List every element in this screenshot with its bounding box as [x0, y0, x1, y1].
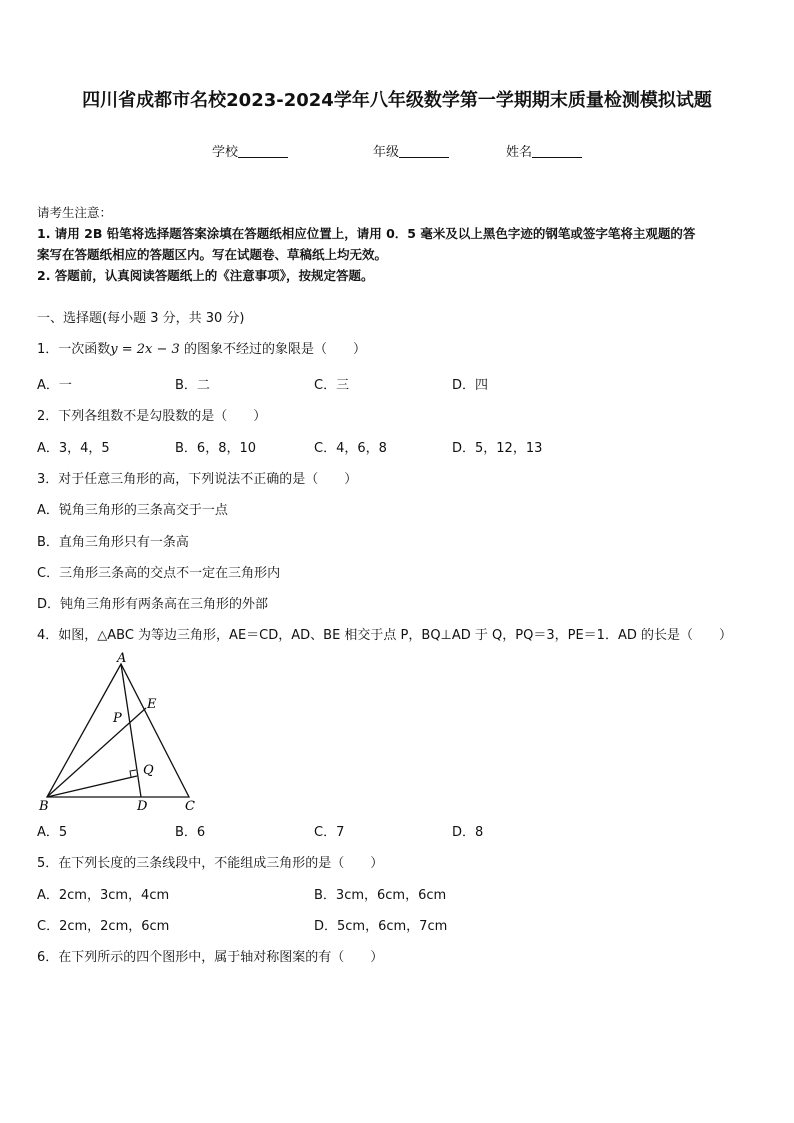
grade-blank[interactable] — [399, 144, 449, 158]
grade-field[interactable] — [373, 141, 449, 160]
q2-option-d[interactable]: D．5，12，13 — [452, 441, 543, 456]
q1-option-d[interactable]: D．四 — [452, 378, 489, 393]
q4-option-a[interactable]: A．5 — [37, 825, 68, 840]
q5-option-c[interactable]: C．2cm，2cm，6cm — [37, 919, 170, 934]
question-5: 5．在下列长度的三条线段中，不能组成三角形的是（ ） — [37, 856, 384, 871]
name-field[interactable] — [506, 141, 582, 160]
triangle-figure — [37, 650, 217, 815]
q1-option-a[interactable]: A．一 — [37, 378, 72, 393]
q5-option-a[interactable]: A．2cm，3cm，4cm — [37, 888, 170, 903]
q5-option-d[interactable]: D．5cm，6cm，7cm — [314, 919, 448, 934]
label-b: B — [39, 799, 49, 814]
label-a: A — [117, 651, 127, 666]
q3-option-c[interactable]: C．三角形三条高的交点不一定在三角形内 — [37, 566, 281, 581]
q5-option-b[interactable]: B．3cm，6cm，6cm — [314, 888, 447, 903]
q4-option-b[interactable]: B．6 — [175, 825, 206, 840]
segment-be — [47, 708, 146, 797]
q3-option-a[interactable]: A．锐角三角形的三条高交于一点 — [37, 503, 228, 518]
question-3: 3．对于任意三角形的高，下列说法不正确的是（ ） — [37, 472, 358, 487]
q2-option-b[interactable]: B．6，8，10 — [175, 441, 257, 456]
q3-option-d[interactable]: D．钝角三角形有两条高在三角形的外部 — [37, 597, 269, 612]
q1-option-b[interactable]: B．二 — [175, 378, 210, 393]
q4-option-c[interactable]: C．7 — [314, 825, 345, 840]
note-line-2: 2. 答题前，认真阅读答题纸上的《注意事项》，按规定答题。 — [37, 268, 374, 283]
grade-label: 年级 — [373, 145, 400, 160]
note-line-1a: 1. 请用 2B 铅笔将选择题答案涂填在答题纸相应位置上，请用 0．5 毫米及以上黑色字迹的钢笔或签字笔将主观题的答 — [37, 226, 696, 241]
label-d: D — [137, 799, 148, 814]
page-title: 四川省成都市名校2023-2024学年八年级数学第一学期期末质量检测模拟试题 — [82, 90, 712, 111]
q2-option-a[interactable]: A．3，4，5 — [37, 441, 110, 456]
label-e: E — [147, 697, 157, 712]
name-blank[interactable] — [532, 144, 582, 158]
q2-option-c[interactable]: C．4，6，8 — [314, 441, 387, 456]
q1-formula: y = 2x − 3 — [110, 342, 180, 357]
notes-heading: 请考生注意： — [37, 205, 113, 220]
school-field[interactable] — [212, 141, 288, 160]
label-c: C — [185, 799, 195, 814]
question-4: 4．如图，△ABC 为等边三角形，AE＝CD，AD、BE 相交于点 P，BQ⊥AD 于 Q，PQ＝3，PE＝1．AD 的长是（ ） — [37, 628, 732, 643]
exam-notes — [37, 202, 759, 286]
question-2: 2．下列各组数不是勾股数的是（ ） — [37, 409, 267, 424]
q1-post: 的图象不经过的象限是（ ） — [179, 342, 366, 357]
q1-pre: 1．一次函数 — [37, 342, 111, 357]
note-line-1b: 案写在答题纸相应的答题区内。写在试题卷、草稿纸上均无效。 — [37, 247, 388, 262]
q4-option-d[interactable]: D．8 — [452, 825, 484, 840]
question-1 — [37, 338, 366, 357]
segment-bq — [47, 776, 137, 797]
label-p: P — [113, 711, 122, 726]
q1-option-c[interactable]: C．三 — [314, 378, 350, 393]
school-blank[interactable] — [238, 144, 288, 158]
section-heading: 一、选择题(每小题 3 分，共 30 分) — [37, 311, 245, 326]
school-label: 学校 — [212, 145, 239, 160]
q3-option-b[interactable]: B．直角三角形只有一条高 — [37, 535, 189, 550]
question-6: 6．在下列所示的四个图形中，属于轴对称图案的有（ ） — [37, 950, 384, 965]
name-label: 姓名 — [506, 145, 533, 160]
label-q: Q — [143, 763, 154, 778]
